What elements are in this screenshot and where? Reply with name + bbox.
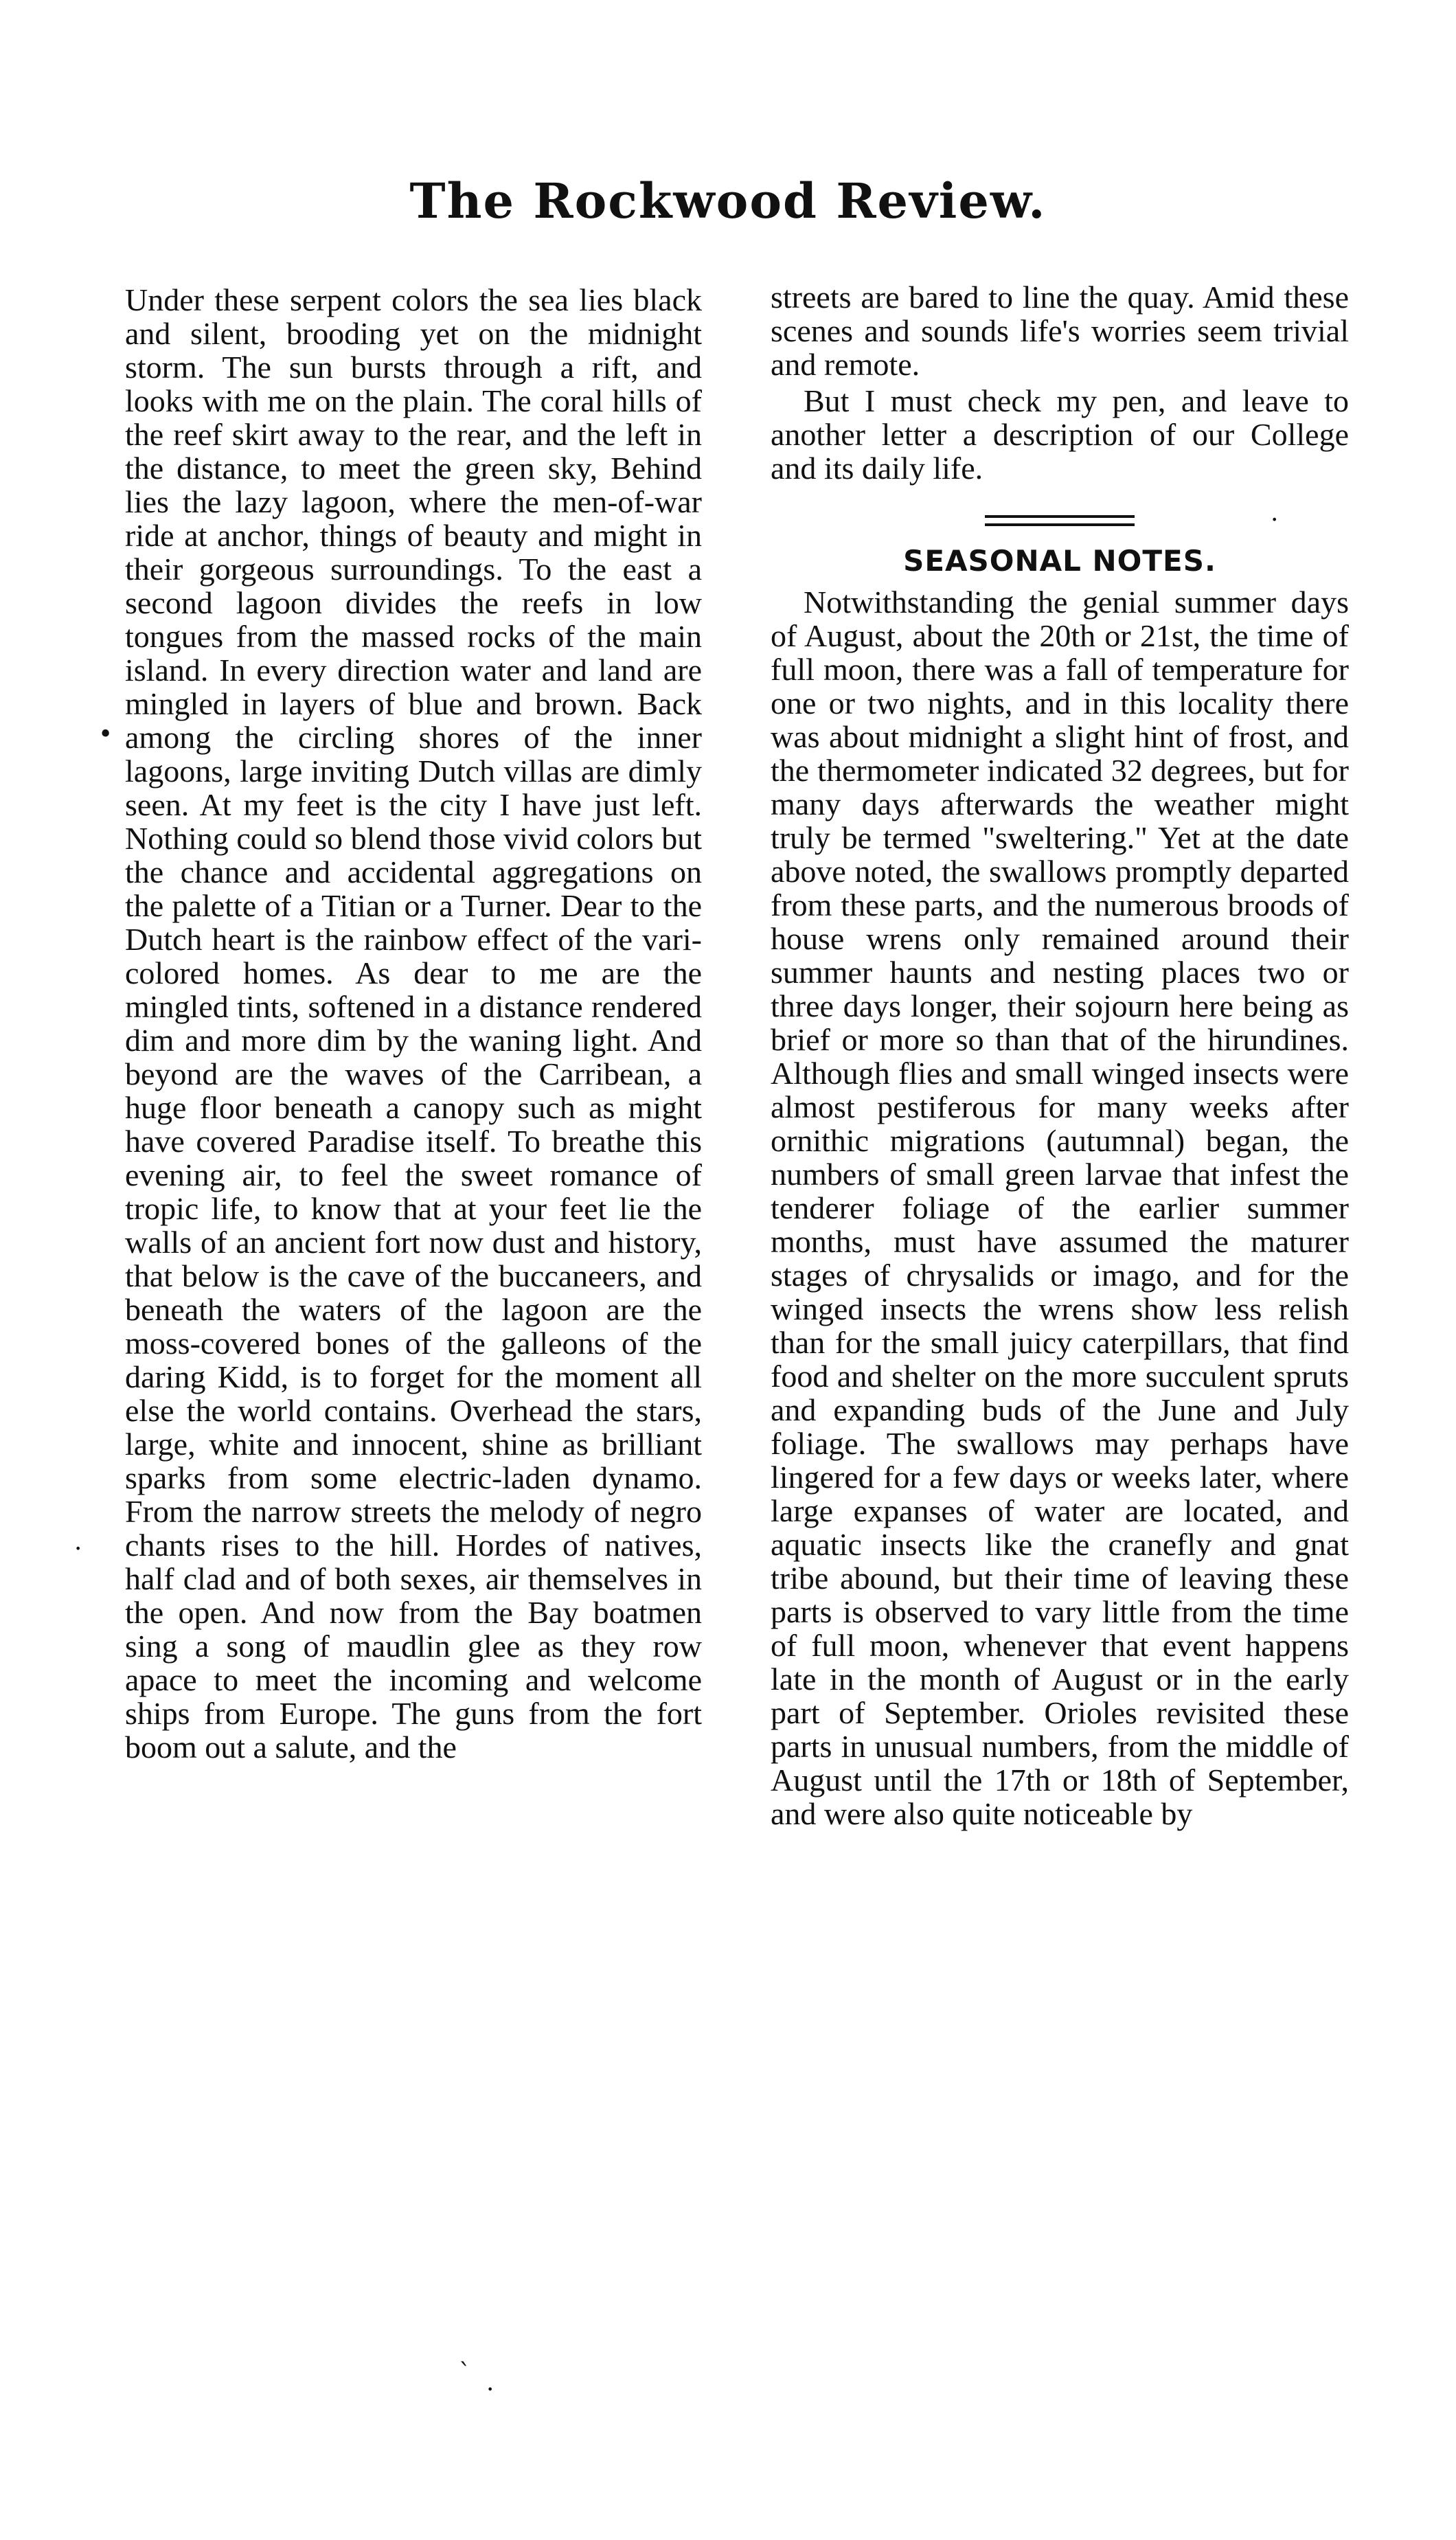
section-paragraph: Notwithstanding the genial summer days of August, about the 20th or 21st, the time of full moon, there was a fall of temperature for one or two nights, and in this locality there was about midnight a slight hint of frost, and the thermometer indicated 32 degrees, but for many days afterwards the weather might truly be termed "sweltering." Yet at the date above noted, the swallows promptly departed from these parts, and the numerous broods of house wrens only remained around their summer haunts and nesting places two or three days longer, their sojourn here being as brief or more so than that of the hirundines. Although flies and small winged insects were almost pestiferous for many weeks after ornithic migrations (autumnal) began, the numbers of small green larvae that infest the tenderer foliage of the earlier summer months, must have assumed the maturer stages of chrysalids or imago, and for the winged insects the wrens show less relish than for the small juicy caterpillars, that find food and shelter on the more succulent spruts and expanding buds of the June and July foliage. The swallows may perhaps have lingered for a few days or weeks later, where large expanses of water are located, and aquatic insects like the cranefly and gnat tribe abound, but their time of leaving these parts is observed to vary little from the time of full moon, whenever that event happens late in the month of August or in the early part of September. Orioles revisited these parts in unusual numbers, from the middle of August until the 17th or 18th of September, and were also quite noticeable by (771, 585, 1349, 1831)
stray-ink-mark: · (74, 1535, 82, 1563)
stray-ink-mark: · (486, 2376, 494, 2404)
stray-ink-mark: • (98, 721, 113, 749)
continuation-paragraph: streets are bared to line the quay. Amid these scenes and sounds life's worries seem trivial and remote. (771, 280, 1349, 382)
stray-ink-mark: · (1271, 506, 1279, 534)
right-column (771, 280, 1349, 1833)
masthead-title: The Rockwood Review. (409, 172, 1047, 229)
section-divider (985, 515, 1135, 526)
closing-paragraph: But I must check my pen, and leave to another letter a description of our College and its daily life. (771, 383, 1349, 486)
section-heading: SEASONAL NOTES. (903, 544, 1216, 578)
stray-ink-mark: ˋ (459, 2359, 471, 2388)
left-paragraph: Under these serpent colors the sea lies black and silent, brooding yet on the midnight storm. The sun bursts through a rift, and looks with me on the plain. The coral hills of the reef skirt away to the rear, and the left in the distance, to meet the green sky, Behind lies the lazy lagoon, where the men-of-war ride at anchor, things of beauty and might in their gorgeous surroundings. To the east a second lagoon divides the reefs in low tongues from the massed rocks of the main island. In every direction water and land are mingled in layers of blue and brown. Back among the circling shores of the inner lagoons, large inviting Dutch villas are dimly seen. At my feet is the city I have just left. Nothing could so blend those vivid colors but the chance and accidental aggregations on the palette of a Titian or a Turner. Dear to the Dutch heart is the rainbow effect of the vari-colored homes. As dear to me are the mingled tints, softened in a distance rendered dim and more dim by the waning light. And beyond are the waves of the Carribean, a huge floor beneath a canopy such as might have covered Paradise itself. To breathe this evening air, to feel the sweet romance of tropic life, to know that at your feet lie the walls of an ancient fort now dust and history, that below is the cave of the buccaneers, and beneath the waters of the lagoon are the moss-covered bones of the galleons of the daring Kidd, is to forget for the moment all else the world contains. Overhead the stars, large, white and innocent, shine as brilliant sparks from some electric-laden dynamo. From the narrow streets the melody of negro chants rises to the hill. Hordes of natives, half clad and of both sexes, air themselves in the open. And now from the Bay boatmen sing a song of maudlin glee as they row apace to meet the incoming and welcome ships from Europe. The guns from the fort boom out a salute, and the (125, 282, 702, 1765)
left-column (125, 283, 702, 1764)
